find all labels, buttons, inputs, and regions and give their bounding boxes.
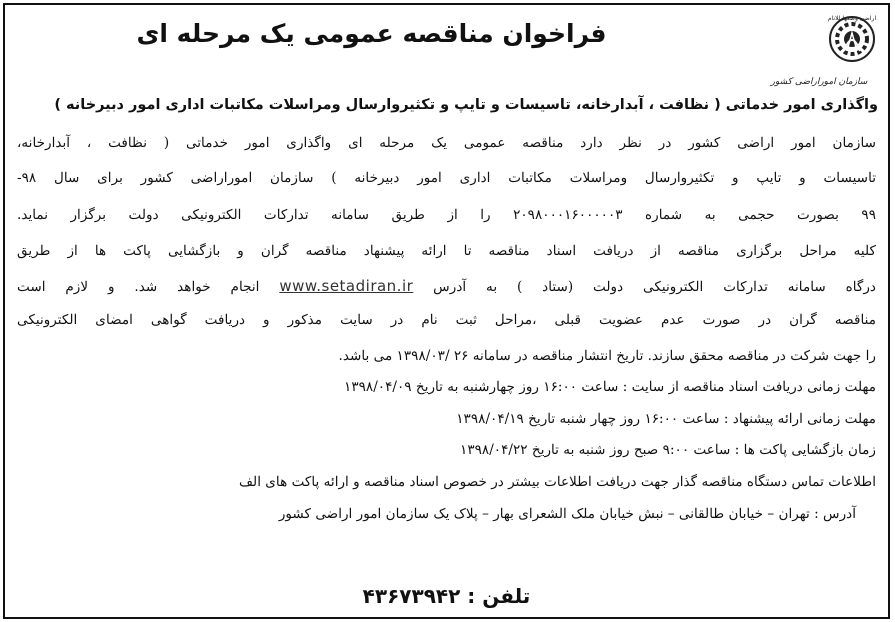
opening-time: زمان بازگشایی پاکت ها : ساعت ۹:۰۰ صبح روز شنبه به تاریخ ۱۳۹۸/۰۴/۲۲ bbox=[460, 442, 876, 458]
body-line-4: کلیه مراحل برگزاری مناقصه از دریافت اسناد مناقصه تا ارائه پیشنهاد مناقصه گران و بازگشایی پاکت ها از طریق bbox=[17, 243, 876, 259]
address: آدرس : تهران – خیابان طالقانی – نبش خیابان ملک الشعرای بهار – پلاک یک سازمان امور اراضی کشور bbox=[278, 506, 856, 522]
website-link[interactable]: www.setadiran.ir bbox=[279, 277, 414, 295]
logo-ring-text: اراضی وصعها للانام bbox=[827, 15, 877, 22]
tender-notice bbox=[3, 3, 890, 619]
body-line-1: سازمان امور اراضی کشور در نظر دارد مناقصه عمومی یک مرحله ای واگذاری امور خدماتی ( نظافت ، آبدارخانه، bbox=[17, 135, 876, 151]
contact-info: اطلاعات تماس دستگاه مناقصه گذار جهت دریافت اطلاعات بیشتر در خصوص اسناد مناقصه و ارائه پاکت های الف bbox=[238, 474, 876, 490]
wheat-gear-emblem-icon bbox=[760, 11, 878, 71]
deadline-proposal: مهلت زمانی ارائه پیشنهاد : ساعت ۱۶:۰۰ روز چهار شنبه تاریخ ۱۳۹۸/۰۴/۱۹ bbox=[456, 411, 876, 427]
body-line-6: مناقصه گران در صورت عدم عضویت قبلی ،مراحل ثبت نام در سایت مذکور و دریافت گواهی امضای الکترونیکی bbox=[17, 312, 876, 328]
deadline-documents: مهلت زمانی دریافت اسناد مناقصه از سایت : ساعت ۱۶:۰۰ روز چهارشنبه به تاریخ ۱۳۹۸/۰۴/۰۹ bbox=[344, 379, 876, 395]
body-line-3: ۹۹ بصورت حجمی به شماره ۲۰۹۸۰۰۰۱۶۰۰۰۰۰۳ را از طریق سامانه تدارکات الکترونیکی دولت برگزار نماید. bbox=[17, 207, 877, 223]
phone-number: تلفن : ۴۳۶۷۳۹۴۲ bbox=[362, 584, 531, 608]
notice-subtitle: واگذاری امور خدماتی ( نظافت ، آبدارخانه، تاسیسات و تایپ و تکثیروارسال ومراسلات مکاتبات اداری امور دبیرخانه ) bbox=[54, 97, 878, 113]
organization-logo bbox=[760, 11, 878, 87]
body-line-5 bbox=[17, 277, 876, 295]
body-line-2: تاسیسات و تایپ و تکثیروارسال ومراسلات مکاتبات اداری امور دبیرخانه ) سازمان اموراراضی کشور برای سال ۹۸- bbox=[17, 170, 876, 186]
notice-title: فراخوان مناقصه عمومی یک مرحله ای bbox=[136, 19, 607, 48]
body-line-7: را جهت شرکت در مناقصه محقق سازند. تاریخ انتشار مناقصه در سامانه ۲۶ /۱۳۹۸/۰۳ می باشد. bbox=[338, 348, 876, 364]
body-line-5-start: درگاه سامانه تدارکات الکترونیکی دولت (ستاد ) به آدرس bbox=[433, 279, 876, 295]
organization-caption: سازمان اموراراضی کشور bbox=[770, 77, 868, 87]
body-line-5-end: انجام خواهد شد. و لازم است bbox=[17, 279, 260, 295]
